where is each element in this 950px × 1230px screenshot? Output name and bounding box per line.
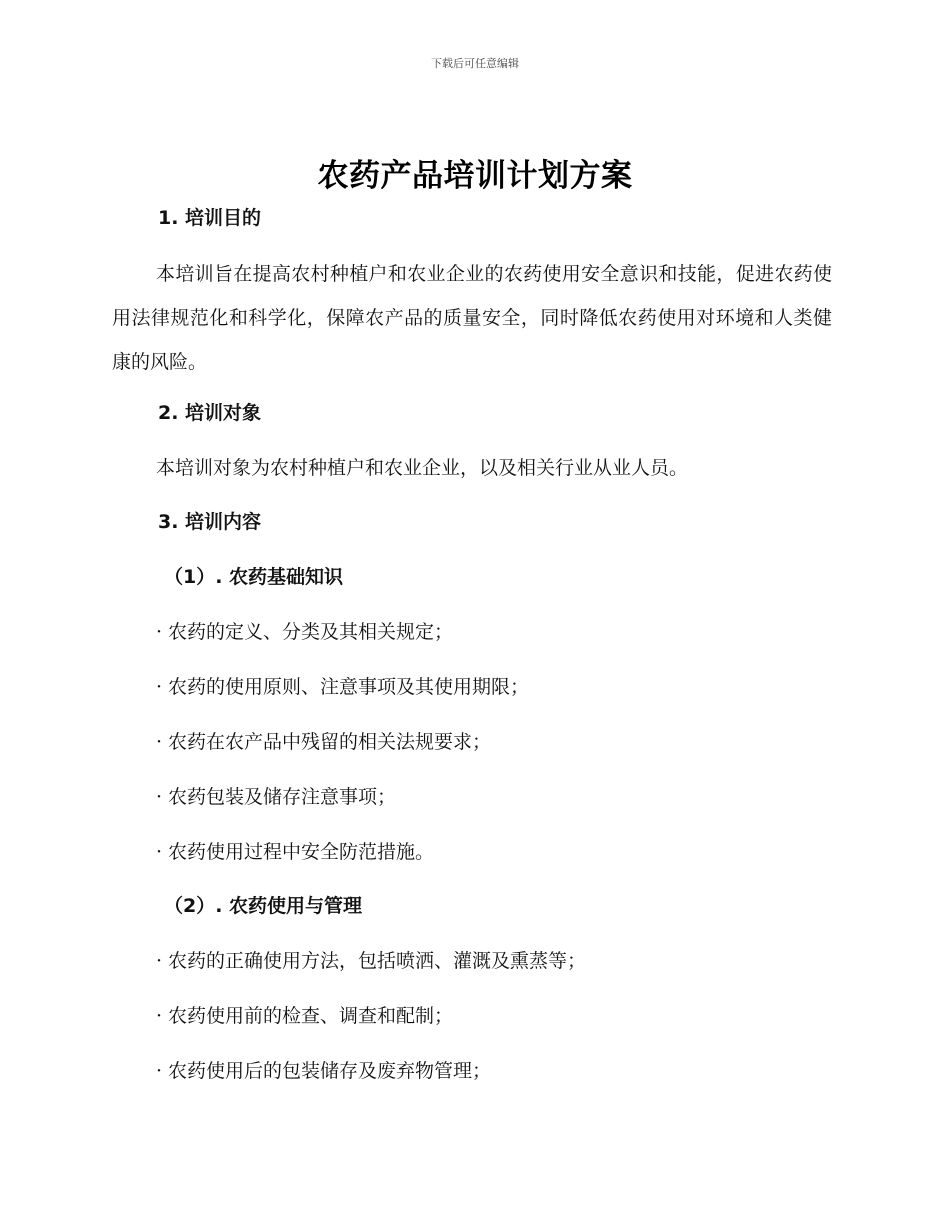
document-title: 农药产品培训计划方案 — [317, 158, 633, 194]
list-item-text: 农药使用前的检查、调查和配制； — [168, 1005, 454, 1027]
list-item — [156, 843, 856, 862]
section-1-heading: 1. 培训目的 — [158, 207, 262, 229]
bullet-dot: · — [156, 621, 163, 643]
list-item-text: 农药的定义、分类及其相关规定； — [168, 621, 454, 643]
list-item-text: 农药使用后的包装储存及废弃物管理； — [168, 1060, 492, 1082]
list-item-text: 农药的正确使用方法，包括喷洒、灌溉及熏蒸等； — [168, 950, 587, 972]
list-item — [156, 788, 856, 807]
subsection-1-heading: （1）. 农药基础知识 — [164, 566, 344, 588]
list-item-text: 农药的使用原则、注意事项及其使用期限； — [168, 676, 530, 698]
list-item — [156, 623, 856, 642]
list-item-text: 农药在农产品中残留的相关法规要求； — [168, 731, 492, 753]
list-item-text: 农药使用过程中安全防范措施。 — [168, 841, 435, 863]
list-item — [156, 678, 856, 697]
bullet-dot: · — [156, 676, 163, 698]
list-item — [156, 1007, 856, 1026]
bullet-dot: · — [156, 1005, 163, 1027]
list-item — [156, 733, 856, 752]
list-item — [156, 1062, 856, 1081]
bullet-dot: · — [156, 1060, 163, 1082]
subsection-2-heading: （2）. 农药使用与管理 — [164, 895, 363, 917]
bullet-dot: · — [156, 841, 163, 863]
list-item-text: 农药包装及储存注意事项； — [168, 786, 397, 808]
section-1-paragraph: 本培训旨在提高农村种植户和农业企业的农药使用安全意识和技能，促进农药使用法律规范化和科学化，保障农产品的质量安全，同时降低农药使用对环境和人类健康的风险。 — [112, 263, 832, 373]
section-3-heading: 3. 培训内容 — [158, 511, 262, 533]
bullet-dot: · — [156, 950, 163, 972]
section-2-heading: 2. 培训对象 — [158, 402, 262, 424]
list-item — [156, 952, 856, 971]
bullet-dot: · — [156, 786, 163, 808]
header-note: 下载后可任意编辑 — [431, 57, 519, 70]
bullet-dot: · — [156, 731, 163, 753]
section-2-paragraph: 本培训对象为农村种植户和农业企业，以及相关行业从业人员。 — [156, 457, 689, 479]
